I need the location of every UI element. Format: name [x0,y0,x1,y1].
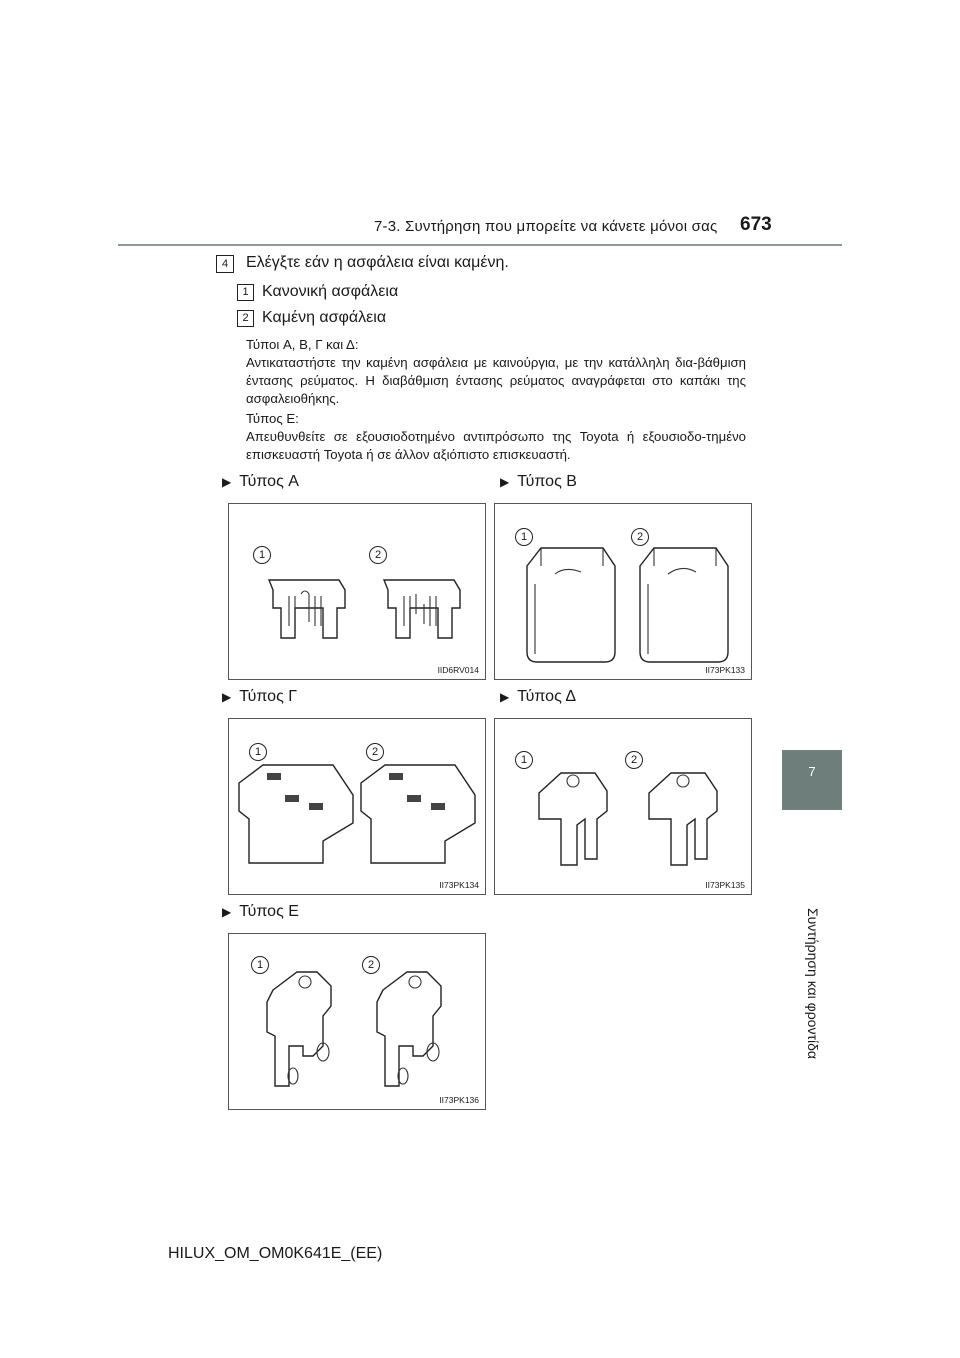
normal-fuse-marker: 1 [515,528,533,546]
fuse-figure-type-b [494,503,752,680]
normal-fuse-marker: 1 [515,751,533,769]
fuse-figure-type-a [228,503,486,680]
triangle-bullet-icon: ▶ [222,475,232,489]
step-number-box: 4 [216,255,234,273]
cartridge-fuse-illustration [495,504,751,679]
figure-label: ▶ Τύπος E [222,903,299,920]
normal-fuse-marker: 1 [249,743,267,761]
chapter-number: 7 [808,764,816,779]
blown-fuse-marker: 2 [369,546,387,564]
step-text: Ελέγξτε εάν η ασφάλεια είναι καμένη. [246,254,509,271]
triangle-bullet-icon: ▶ [222,690,232,704]
note-block [246,336,746,408]
item-text: Κανονική ασφάλεια [262,283,399,300]
note-heading: Τύποι A, B, Γ και Δ: [246,337,359,352]
note-block [246,410,746,464]
large-cartridge-fuse-illustration [229,719,485,894]
item-number-box: 1 [237,284,254,301]
triangle-bullet-icon: ▶ [500,475,510,489]
note-heading: Τύπος E: [246,411,299,426]
figure-label: ▶ Τύπος Γ [222,688,298,705]
fuse-figure-type-c [228,718,486,895]
blown-fuse-marker: 2 [366,743,384,761]
item-number-box: 2 [237,310,254,327]
fuse-figure-type-e [228,933,486,1110]
figure-code: II73PK133 [705,665,745,675]
note-body: Αντικαταστήστε την καμένη ασφάλεια με καινούργια, με την κατάλληλη δια-βάθμιση έντασης ρεύματος. Η διαβάθμιση έντασης ρεύματος αναγράφεται στο καπάκι της ασφαλειοθήκης. [246,355,746,406]
figure-code: II73PK134 [439,880,479,890]
page-number: 673 [740,214,772,235]
header-divider [118,244,842,246]
blown-fuse-marker: 2 [362,956,380,974]
bolt-in-fuse-illustration [495,719,751,894]
triangle-bullet-icon: ▶ [222,905,232,919]
normal-fuse-marker: 1 [251,956,269,974]
figure-label: ▶ Τύπος A [222,473,299,490]
figure-code: IID6RV014 [437,665,479,675]
figure-label: ▶ Τύπος B [500,473,577,490]
document-code: HILUX_OM_OM0K641E_(EE) [168,1245,383,1262]
blown-fuse-marker: 2 [631,528,649,546]
figure-code: II73PK136 [439,1095,479,1105]
chapter-label: Συντήρηση και φροντίδα [805,908,821,1059]
normal-fuse-marker: 1 [253,546,271,564]
section-title: 7-3. Συντήρηση που μπορείτε να κάνετε μόνοι σας [374,218,718,235]
fuse-figure-type-d [494,718,752,895]
item-text: Καμένη ασφάλεια [262,309,387,326]
blade-fuse-illustration [229,504,485,679]
figure-label: ▶ Τύπος Δ [500,688,577,705]
blown-fuse-marker: 2 [625,751,643,769]
figure-code: II73PK135 [705,880,745,890]
triangle-bullet-icon: ▶ [500,690,510,704]
chapter-tab [782,750,842,810]
note-body: Απευθυνθείτε σε εξουσιοδοτημένο αντιπρόσωπο της Toyota ή εξουσιοδο-τημένο επισκευαστή Toyota ή σε άλλον αξιόπιστο επισκευαστή. [246,429,746,462]
